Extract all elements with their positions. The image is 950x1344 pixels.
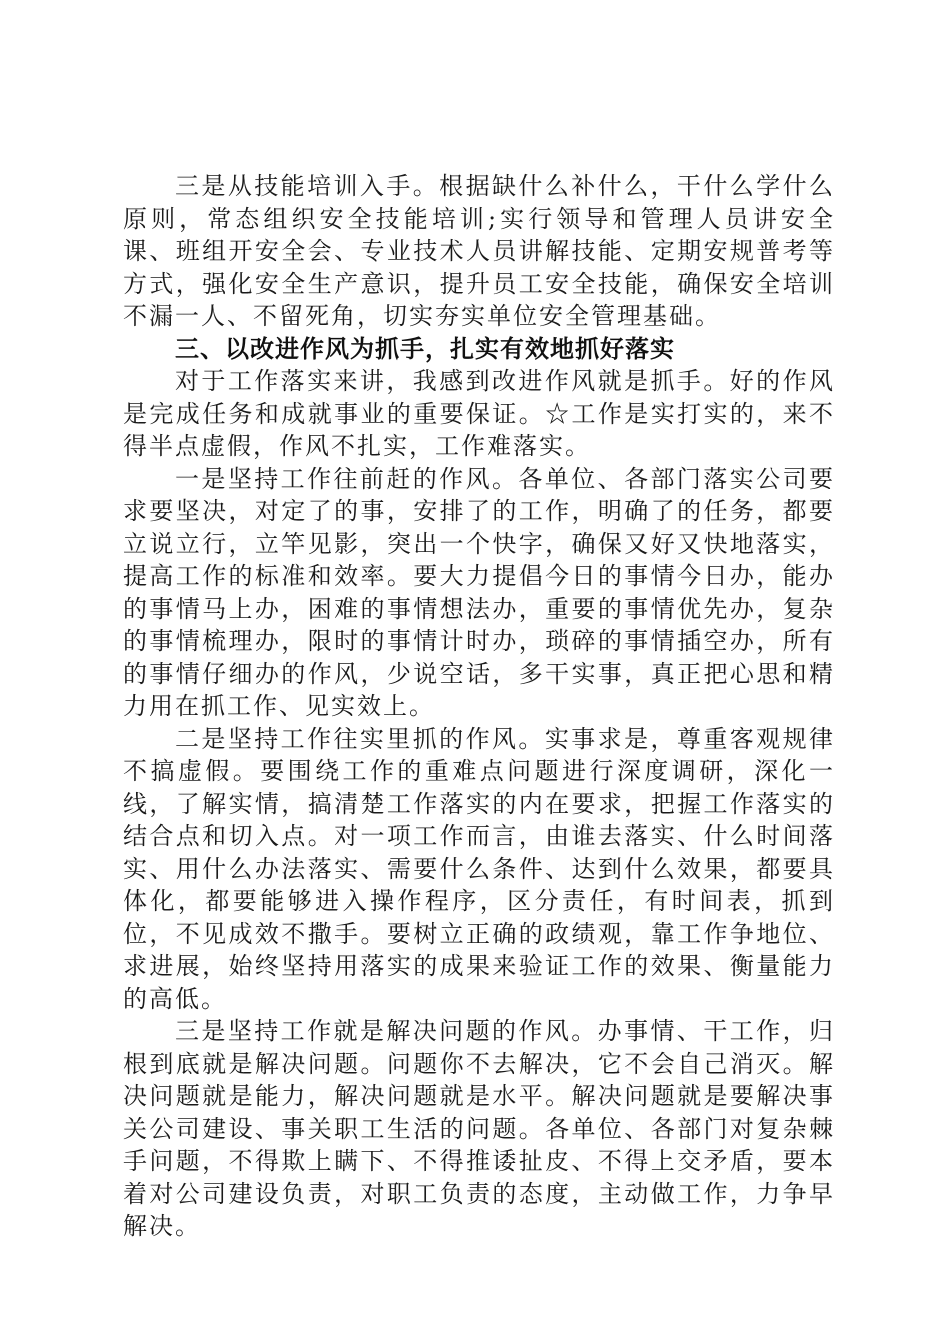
paragraph-solve-problems: 三是坚持工作就是解决问题的作风。办事情、干工作，归根到底就是解决问题。问题你不去解决，它不会自己消灭。解决问题就是能力，解决问题就是水平。解决问题就是要解决事关公司建设、事关职工生活的问题。各单位、各部门对复杂棘手问题，不得欺上瞒下、不得推诿扯皮、不得上交矛盾，要本着对公司建设负责，对职工负责的态度，主动做工作，力争早解决。 — [123, 1017, 835, 1240]
paragraph-work-style-intro: 对于工作落实来讲，我感到改进作风就是抓手。好的作风是完成任务和成就事业的重要保证。☆工作是实打实的，来不得半点虚假，作风不扎实，工作难落实。 — [123, 367, 835, 460]
paragraph-work-solid: 二是坚持工作往实里抓的作风。实事求是，尊重客观规律不搞虚假。要围绕工作的重难点问题进行深度调研，深化一线，了解实情，搞清楚工作落实的内在要求，把握工作落实的结合点和切入点。对一项工作而言，由谁去落实、什么时间落实、用什么办法落实、需要什么条件、达到什么效果，都要具体化，都要能够进入操作程序，区分责任，有时间表，抓到位，不见成效不撒手。要树立正确的政绩观，靠工作争地位、求进展，始终坚持用落实的成果来验证工作的效果、衡量能力的高低。 — [123, 724, 835, 1013]
paragraph-skill-training: 三是从技能培训入手。根据缺什么补什么，干什么学什么原则，常态组织安全技能培训;实行领导和管理人员讲安全课、班组开安全会、专业技术人员讲解技能、定期安规普考等方式，强化安全生产意识，提升员工安全技能，确保安全培训不漏一人、不留死角，切实夯实单位安全管理基础。 — [123, 172, 835, 330]
section-heading-work-style: 三、以改进作风为抓手，扎实有效地抓好落实 — [175, 334, 675, 363]
paragraph-work-ahead: 一是坚持工作往前赶的作风。各单位、各部门落实公司要求要坚决，对定了的事，安排了的工作，明确了的任务，都要立说立行，立竿见影，突出一个快字，确保又好又快地落实，提高工作的标准和效率。要大力提倡今日的事情今日办，能办的事情马上办，困难的事情想法办，重要的事情优先办，复杂的事情梳理办，限时的事情计时办，琐碎的事情插空办，所有的事情仔细办的作风，少说空话，多干实事，真正把心思和精力用在抓工作、见实效上。 — [123, 464, 835, 720]
document-body — [123, 170, 835, 1243]
